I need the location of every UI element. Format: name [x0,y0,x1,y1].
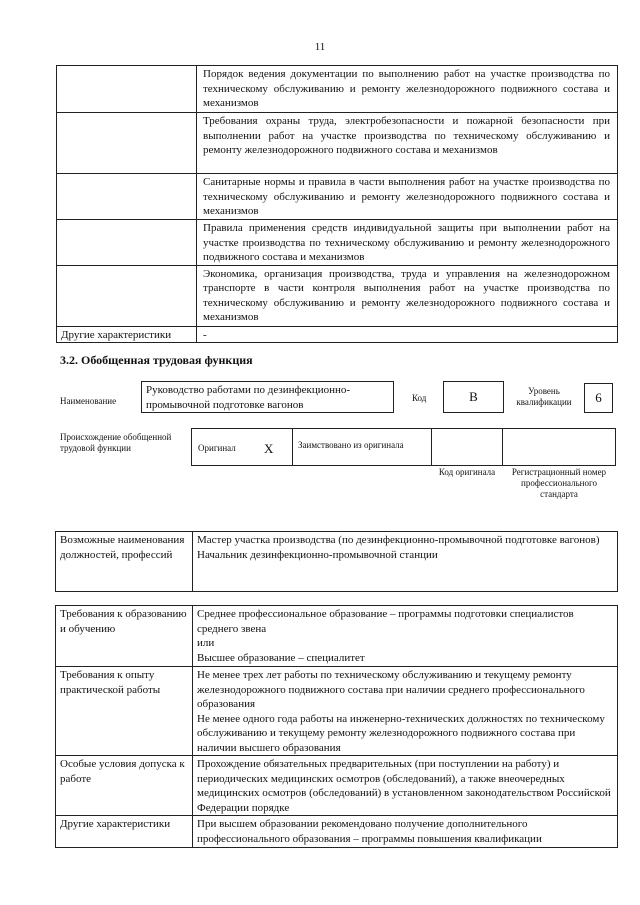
requirement-line: Не менее трех лет работы по техническому обслуживанию и текущему ремонту железнодорожного подвижного состава при наличии среднего профессионального образования [197,669,585,710]
table-cell-right: Требования охраны труда, электробезопасности и пожарной безопасности при выполнении работ на участке производства по техническому обслуживанию и ремонту железнодорожного подвижного состава и механизмов [197,113,618,174]
experience-label: Требования к опыту практической работы [56,667,193,756]
table-row [56,532,618,592]
knowledge-table [56,65,618,343]
requirement-line: или [197,637,215,649]
table-cell-left [57,220,197,266]
table-row [57,326,618,343]
code-label: Код [412,393,427,403]
registration-number-box [502,428,616,466]
table-row [56,606,618,667]
position-item: Мастер участка производства (по дезинфекционно-промывочной подготовке вагонов) [197,534,600,546]
other-value [193,816,618,848]
requirement-line: Высшее образование – специалитет [197,651,365,664]
table-cell-left [57,265,197,326]
table-row [56,756,618,816]
table-cell-left [57,174,197,220]
function-name-value: Руководство работами по дезинфекционно-промывочной подготовке вагонов [141,381,394,413]
original-label: Оригинал [198,443,236,453]
admission-value [193,756,618,816]
requirement-line: Не менее одного года работы на инженерно-технических должностях по техническому обслуживанию и текущему ремонту железнодорожного подвижного состава при наличии высшего образования [197,712,605,754]
borrowed-label: Заимствовано из оригинала [298,440,404,450]
table-row [57,66,618,113]
name-label: Наименование [60,396,117,406]
positions-table [55,531,618,592]
education-value [193,606,618,667]
borrowed-box [292,428,432,466]
table-row [57,174,618,220]
table-cell-left [57,66,197,113]
other-characteristics-label: Другие характеристики [57,326,197,343]
table-cell-left [57,113,197,174]
table-row [56,667,618,756]
table-cell-right: Порядок ведения документации по выполнению работ на участке производства по техническому обслуживанию и ремонту железнодорожного подвижного состава и механизмов [197,66,618,113]
qualification-level-label: Уровень квалификации [516,386,572,407]
registration-number-caption: Регистрационный номер профессионального стандарта [511,467,607,499]
code-value: В [443,381,504,413]
table-cell-right: Санитарные нормы и правила в части выполнения работ на участке производства по техническому обслуживанию и ремонту железнодорожного подвижного состава и механизмов [197,174,618,220]
table-row [57,265,618,326]
other-label: Другие характеристики [56,816,193,848]
positions-label: Возможные наименования должностей, профессий [56,532,193,592]
table-cell-right: Правила применения средств индивидуальной защиты при выполнении работ на участке производства по техническому обслуживанию и ремонту железнодорожного подвижного состава и механизмов [197,220,618,266]
admission-label: Особые условия допуска к работе [56,756,193,816]
education-label: Требования к образованию и обучению [56,606,193,667]
other-characteristics-value: - [197,326,618,343]
original-code-box [431,428,503,466]
original-box [191,428,293,466]
origin-label: Происхождение обобщенной трудовой функции [60,432,172,453]
page-number: 11 [314,41,326,53]
table-row [56,816,618,848]
positions-values [193,532,618,592]
table-row [57,113,618,174]
requirements-table [55,605,618,848]
qualification-level-value: 6 [584,383,613,413]
requirement-line: Среднее профессиональное образование – программы подготовки специалистов среднего звена [197,608,574,635]
section-title: 3.2. Обобщенная трудовая функция [60,353,253,367]
original-mark: X [264,441,274,456]
position-item: Начальник дезинфекционно-промывочной станции [197,548,438,561]
original-code-caption: Код оригинала [438,467,496,477]
experience-value [193,667,618,756]
table-cell-right: Экономика, организация производства, труда и управления на железнодорожном транспорте в части контроля выполнения работ на участке производства по техническому обслуживанию и ремонту железнодорожного подвижного состава и механизмов [197,265,618,326]
requirement-line: Прохождение обязательных предварительных (при поступлении на работу) и периодических медицинских осмотров (обследований), а также внеочередных медицинских осмотров (обследований) в установленном законодательством Российской Федерации порядке [197,758,611,814]
requirement-line: При высшем образовании рекомендовано получение дополнительного профессионального образования – программы повышения квалификации [197,818,542,845]
table-row [57,220,618,266]
